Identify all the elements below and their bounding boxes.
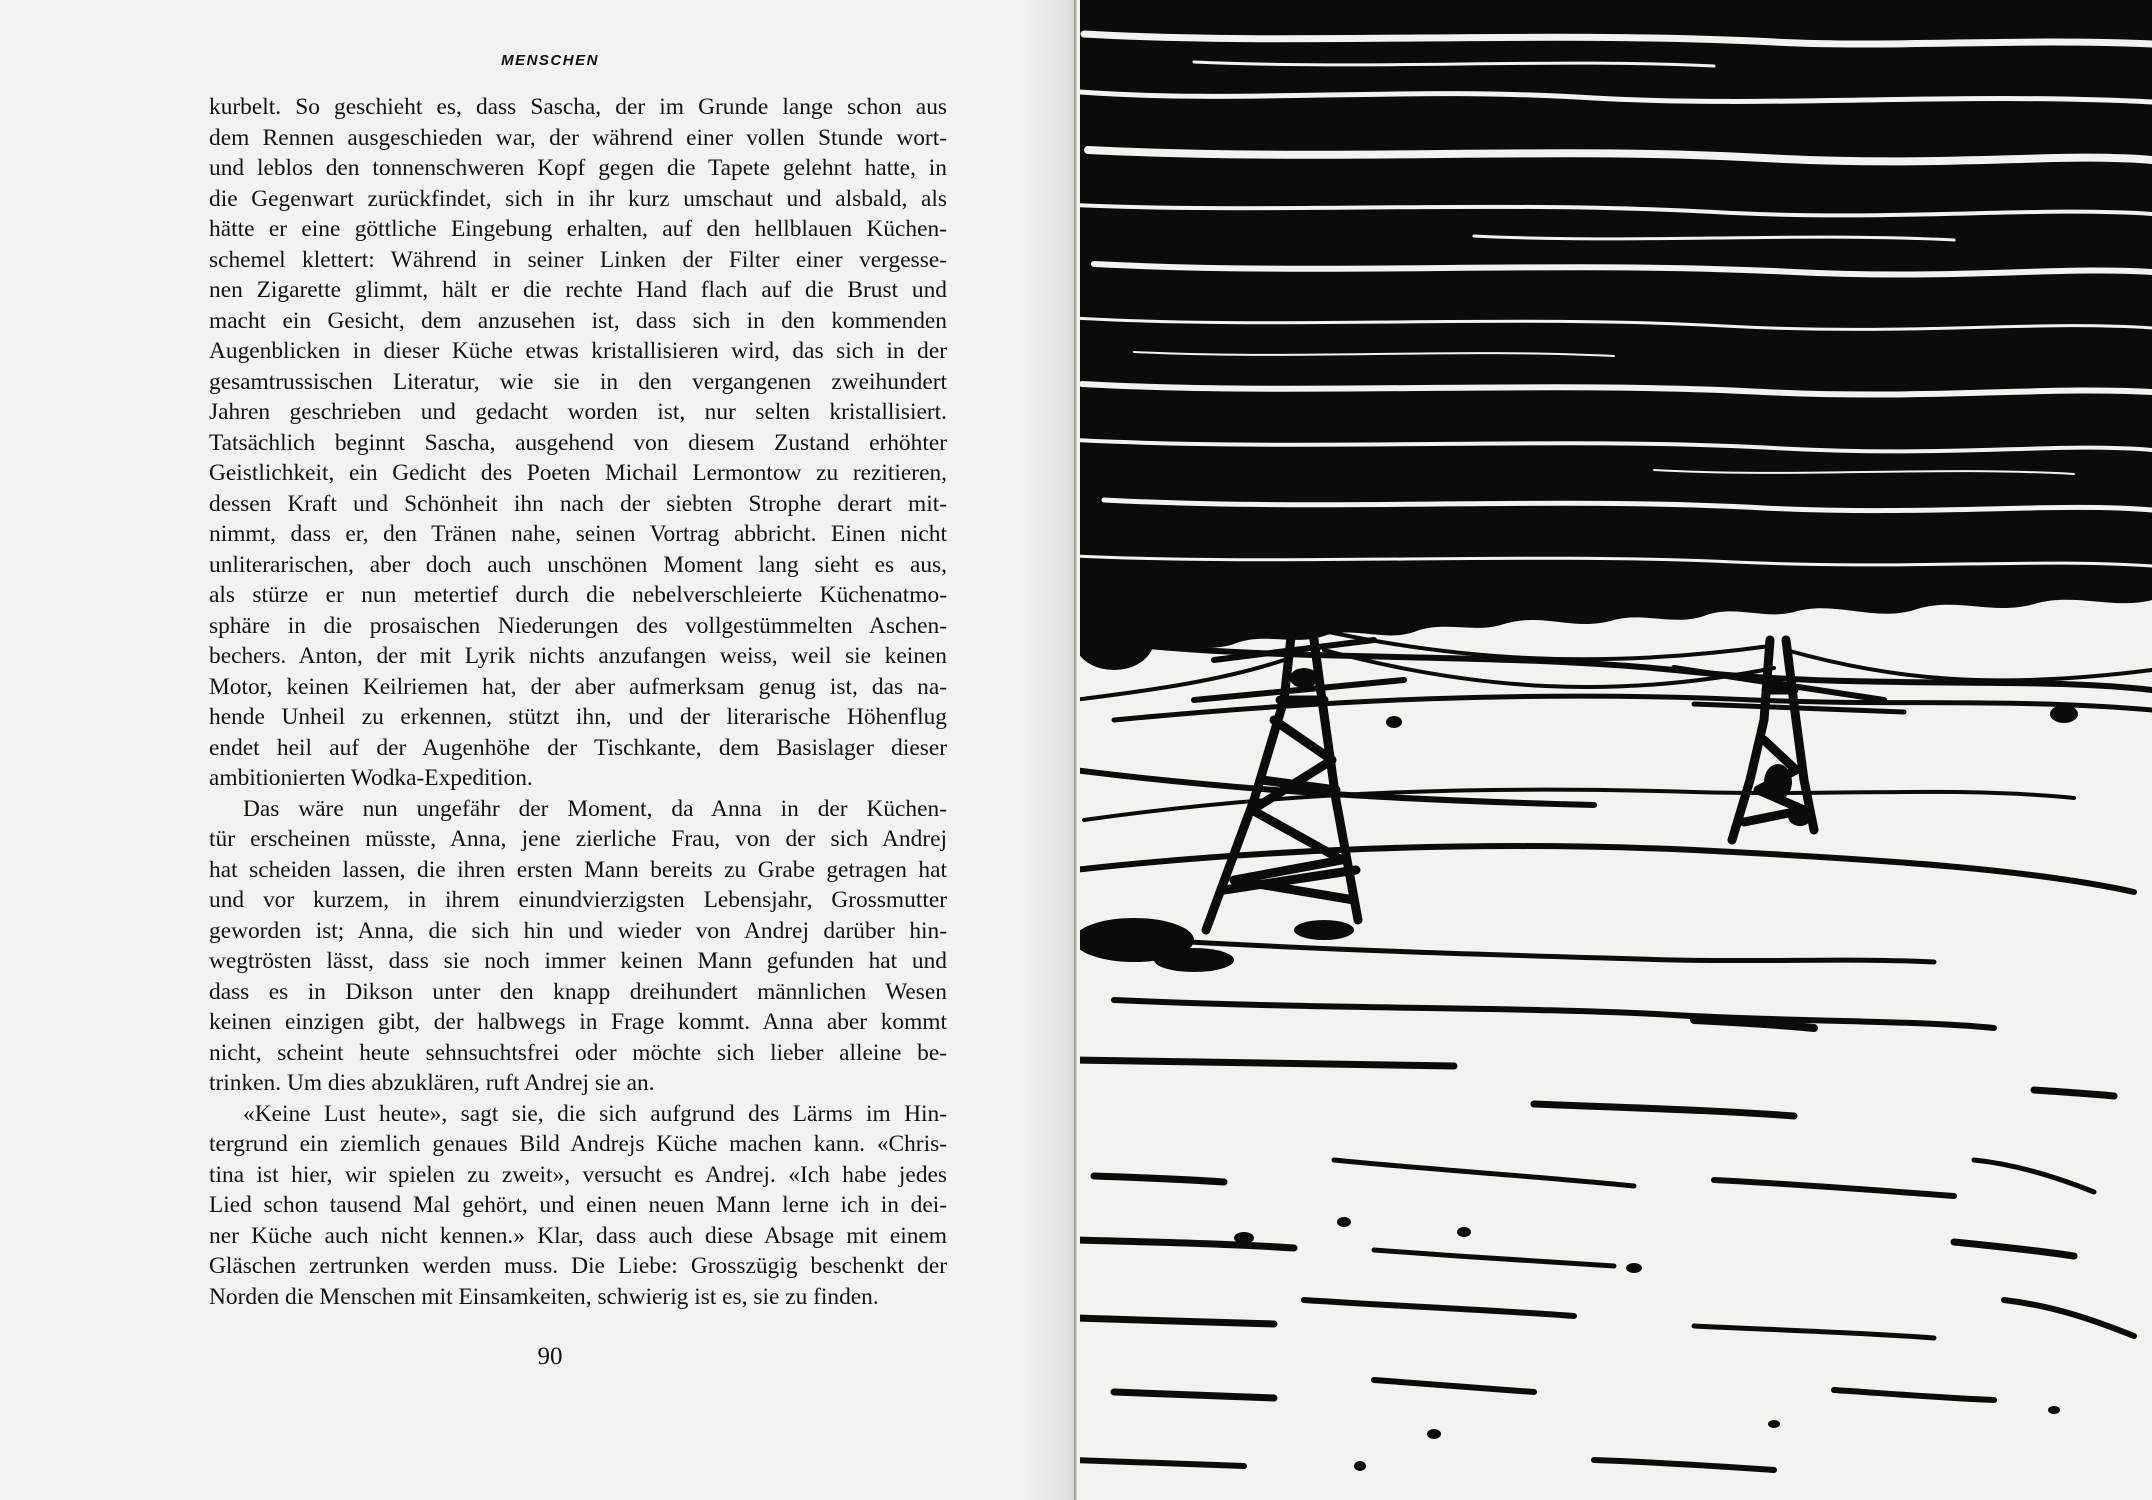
gutter-shadow [1020,0,1074,1500]
text-line: Lied schon tausend Mal gehört, und einen neuen Mann lerne ich in dei- [209,1192,947,1218]
text-line: ambitionierten Wodka-Expedition. [209,765,533,791]
running-head: MENSCHEN [501,52,599,69]
text-line: macht ein Gesicht, dem anzusehen ist, dass sich in den kommenden [209,307,947,334]
text-line: unliterarischen, aber doch auch unschönen Moment lang sieht es aus, [209,551,947,578]
text-line: endet heil auf der Augenhöhe der Tischkante, dem Basislager dieser [209,734,947,761]
power-pylon-illustration [1074,0,2152,1500]
text-line: Norden die Menschen mit Einsamkeiten, schwierig ist es, sie zu finden. [209,1283,879,1310]
text-line: nicht, scheint heute sehnsuchtsfrei oder möchte sich lieber alleine be- [209,1039,947,1066]
text-line: tina ist hier, wir spielen zu zweit», versucht es Andrej. «Ich habe jedes [209,1161,947,1188]
text-line: Motor, keinen Keilriemen hat, der aber aufmerksam genug ist, das na- [209,673,947,700]
right-page [1074,0,2152,1500]
text-line: hende Unheil zu erkennen, stützt ihn, und der literarische Höhenflug [209,704,947,730]
page-number: 90 [537,1343,563,1370]
text-line: kurbelt. So geschieht es, dass Sascha, der im Grunde lange schon aus [209,94,947,120]
text-line: Tatsächlich beginnt Sascha, ausgehend von diesem Zustand erhöhter [209,429,947,456]
text-line: dessen Kraft und Schönheit ihn nach der siebten Strophe derart mit- [209,490,947,517]
text-line: als stürze er nun metertief durch die nebelverschleierte Küchenatmo- [209,582,947,608]
text-line: «Keine Lust heute», sagt sie, die sich aufgrund des Lärms im Hin- [243,1100,947,1127]
text-line: tür erscheinen müsste, Anna, jene zierliche Frau, von der sich Andrej [209,826,947,852]
text-line: die Gegenwart zurückfindet, sich in ihr kurz umschaut und alsbald, als [209,185,947,212]
text-line: sphäre in die prosaischen Niederungen des vollgestümmelten Aschen- [209,612,947,639]
body-text [209,92,947,1312]
text-line: bechers. Anton, der mit Lyrik nichts anzufangen weiss, weil sie keinen [209,643,947,669]
pylon-left-blots [1074,610,1402,972]
text-line: ner Küche auch nicht kennen.» Klar, dass auch diese Absage mit einem [209,1222,947,1249]
text-line: hat scheiden lassen, die ihren ersten Mann bereits zu Grabe getragen hat [209,856,947,883]
text-line: schemel klettert: Während in seiner Linken der Filter einer vergesse- [209,246,947,273]
text-line: hätte er eine göttliche Eingebung erhalten, auf den hellblauen Küchen- [209,216,947,242]
text-line: nen Zigarette glimmt, hält er die rechte Hand flach auf die Brust und [209,277,947,303]
ground-dots [1234,1217,2060,1471]
text-line: Gläschen zertrunken werden muss. Die Liebe: Grosszügig beschenkt der [209,1253,947,1279]
text-line: Jahren geschrieben und gedacht worden ist, nur selten kristallisiert. [209,399,947,425]
text-line: Geistlichkeit, ein Gedicht des Poeten Michail Lermontow zu rezitieren, [209,460,947,486]
gutter-line [1074,0,1077,1500]
text-line: Das wäre nun ungefähr der Moment, da Anna in der Küchen- [243,795,947,822]
text-line: und vor kurzem, in ihrem einundvierzigsten Lebensjahr, Grossmutter [209,887,947,913]
left-page [0,0,1074,1500]
text-line: geworden ist; Anna, die sich hin und wieder von Andrej darüber hin- [209,917,947,944]
text-line: nimmt, dass er, den Tränen nahe, seinen Vortrag abbricht. Einen nicht [209,521,947,547]
text-line: trinken. Um dies abzuklären, ruft Andrej sie an. [209,1070,655,1096]
landscape-lines [1074,640,2152,1470]
text-line: Augenblicken in dieser Küche etwas kristallisieren wird, das sich in der [209,338,947,364]
text-line: dem Rennen ausgeschieden war, der während einer vollen Stunde wort- [209,124,947,151]
text-line: und leblos den tonnenschweren Kopf gegen die Tapete gelehnt hatte, in [209,155,947,181]
text-line: tergrund ein ziemlich genaues Bild Andrejs Küche machen kann. «Chris- [209,1131,947,1157]
text-line: wegtrösten lässt, dass sie noch immer keinen Mann gefunden hat und [209,948,947,974]
text-line: dass es in Dikson unter den knapp dreihundert männlichen Wesen [209,978,947,1005]
text-line: gesamtrussischen Literatur, wie sie in den vergangenen zweihundert [209,368,947,395]
text-line: keinen einzigen gibt, der halbwegs in Frage kommt. Anna aber kommt [209,1009,947,1035]
